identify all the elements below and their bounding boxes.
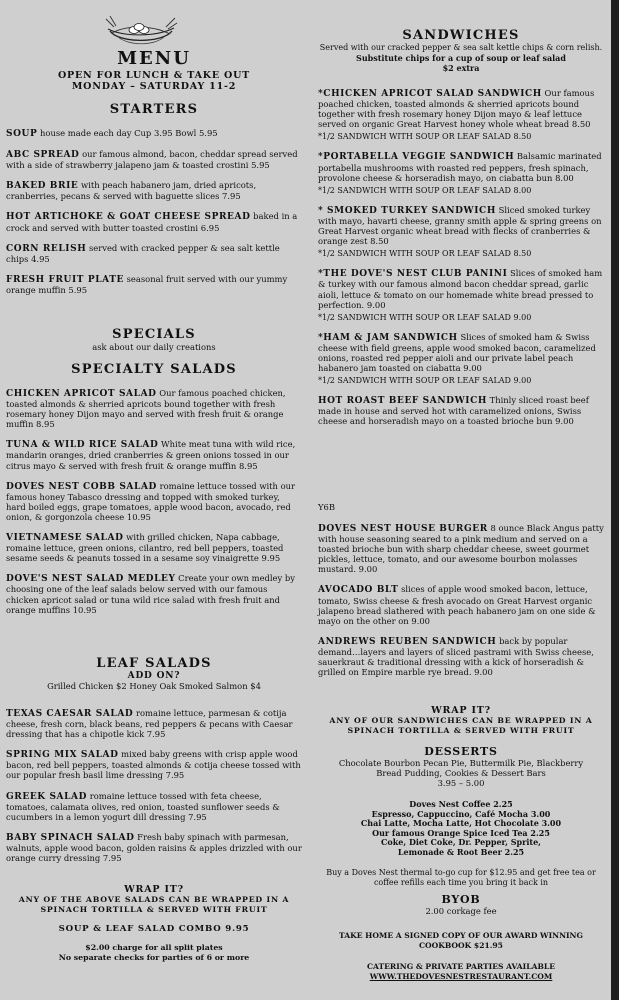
item-desc: romaine lettuce, parmesan & cotija cheese, fresh corn, black beans, red peppers & pecans with Caesar dressing that has a chipotle kick 7.95	[6, 708, 293, 740]
item-desc: 8 ounce Black Angus patty with house seasoning seared to a pink medium and served on a toasted brioche bun with sharp cheddar cheese, sweet gourmet pickles, lettuce, tomato, and our awesome bourbon molasses mustard. 9.00	[318, 523, 604, 575]
menu-item	[318, 88, 604, 129]
item-name: AVOCADO BLT	[318, 585, 399, 596]
item-name: DOVES NEST HOUSE BURGER	[318, 524, 488, 534]
menu-item	[6, 128, 302, 139]
drink-line: Doves Nest Coffee 2.25	[409, 799, 513, 809]
specialty-salads-list	[6, 388, 302, 615]
hours-line-2: MONDAY – SATURDAY 11-2	[71, 81, 237, 92]
half-sandwich-option: *1/2 SANDWICH WITH SOUP OR LEAF SALAD 8.00	[318, 185, 532, 195]
starters-list	[6, 128, 302, 295]
item-desc: back by popular demand…layers and layers of sliced pastrami with Swiss cheese, sauerkraut & traditional dressing with a kick of horseradish & grilled on Empire marble rye bread. 9.00	[318, 635, 594, 678]
menu-item	[6, 708, 302, 739]
item-name: DOVES NEST COBB SALAD	[6, 481, 157, 492]
item-desc: Create your own medley by choosing one of the leaf salads below served with our famous chicken apricot salad or tuna wild rice salad with fresh fruit and orange muffins 10.95	[6, 573, 296, 615]
drinks-list	[318, 800, 604, 858]
item-name: VIETNAMESE SALAD	[6, 533, 124, 544]
item-name: FRESH FRUIT PLATE	[6, 274, 124, 285]
item-name: *CHICKEN APRICOT SALAD SANDWICH	[318, 89, 542, 99]
desserts-line-2: Bread Pudding, Cookies & Dessert Bars	[376, 768, 546, 779]
salad-wrap-title: WRAP IT?	[124, 884, 184, 895]
menu-item	[6, 791, 302, 822]
item-desc: served with cracked pepper & sea salt kettle chips 4.95	[6, 242, 280, 264]
menu-item	[318, 205, 604, 246]
split-plate-note: $2.00 charge for all split plates	[85, 943, 223, 953]
menu-item	[6, 180, 302, 201]
half-sandwich-option: *1/2 SANDWICH WITH SOUP OR LEAF SALAD 9.00	[318, 312, 532, 322]
item-desc: romaine lettuce tossed with our famous honey Tabasco dressing and topped with smoked turkey, hard boiled eggs, grape tomatoes, apple wood bacon, avocado, red onion, & gorgonzola cheese 10.95	[6, 480, 296, 522]
combo-line: SOUP & LEAF SALAD COMBO 9.95	[58, 924, 250, 935]
menu-item	[6, 243, 302, 264]
drink-line: Chai Latte, Mocha Latte, Hot Chocolate 3.00	[360, 818, 562, 829]
addon-text: Grilled Chicken $2 Honey Oak Smoked Salmon $4	[47, 681, 261, 692]
item-name: ANDREWS REUBEN SANDWICH	[318, 636, 497, 647]
specialty-salads-heading: SPECIALTY SALADS	[71, 362, 237, 377]
item-name: HOT ROAST BEEF SANDWICH	[318, 396, 487, 407]
sandwiches-sub-2: Substitute chips for a cup of soup or leaf salad	[356, 53, 566, 64]
menu-item	[318, 268, 604, 309]
item-desc: White meat tuna with wild rice, mandarin oranges, dried cranberries & green onions tossed in our citrus mayo & served with fresh fruit & orange muffin 8.95	[6, 439, 296, 471]
item-name: *HAM & JAM SANDWICH	[318, 332, 458, 343]
menu-item	[6, 149, 302, 170]
menu-item	[6, 211, 302, 232]
leaf-salads-list	[6, 708, 302, 863]
desserts-heading: DESSERTS	[424, 745, 498, 758]
menu-item	[318, 523, 604, 574]
specials-heading: SPECIALS	[112, 327, 196, 342]
item-name: TEXAS CAESAR SALAD	[6, 709, 134, 719]
item-desc: Slices of smoked ham & Swiss cheese with field greens, apple wood smoked bacon, caramelized onions, roasted red pepper aioli and our private label peach habanero jam toasted on ciabatta 9.00	[318, 331, 596, 374]
item-desc: seasonal fruit served with our yummy orange muffin 5.95	[6, 273, 288, 295]
sandwiches-sub-3: $2 extra	[442, 63, 480, 74]
menu-title: MENU	[117, 48, 191, 69]
half-sandwich-option: *1/2 SANDWICH WITH SOUP OR LEAF SALAD 8.50	[318, 132, 532, 142]
item-name: *PORTABELLA VEGGIE SANDWICH	[318, 152, 515, 163]
desserts-line-1: Chocolate Bourbon Pecan Pie, Buttermilk Pie, Blackberry	[338, 758, 584, 768]
menu-item	[318, 584, 604, 625]
menu-item	[6, 388, 302, 429]
sandwiches-list-2	[318, 523, 604, 677]
desserts-price: 3.95 – 5.00	[437, 778, 485, 789]
item-desc: Sliced smoked turkey with mayo, havarti cheese, granny smith apple & spring greens on Great Harvest organic wheat bread with flecks of cranberries & orange zest 8.50	[318, 204, 602, 247]
leaf-salads-heading: LEAF SALADS	[96, 656, 212, 671]
starters-heading: STARTERS	[109, 102, 199, 117]
item-desc: mixed baby greens with crisp apple wood bacon, red bell peppers, toasted almonds & cotija cheese tossed with our popular fresh basil lime dressing 7.95	[6, 749, 301, 781]
cookbook-offer: TAKE HOME A SIGNED COPY OF OUR AWARD WINNING COOKBOOK $21.95	[338, 931, 583, 950]
byob-text: 2.00 corkage fee	[425, 906, 497, 916]
item-name: SPRING MIX SALAD	[6, 750, 119, 761]
item-name: GREEK SALAD	[6, 791, 88, 802]
catering-note: CATERING & PRIVATE PARTIES AVAILABLE	[366, 962, 556, 971]
item-desc: Our famous poached chicken, toasted almonds & sherried apricots bound together with fresh rosemary honey Dijon mayo and served with fresh fruit & orange muffin 8.95	[6, 388, 286, 430]
specials-sub: ask about our daily creations	[92, 342, 216, 352]
item-desc: Slices of smoked ham & turkey with our famous almond bacon cheddar spread, garlic aioli, lettuce & tomato on our homemade white bread pressed to perfection. 9.00	[318, 268, 603, 310]
item-desc: slices of apple wood smoked bacon, lettuce, tomato, Swiss cheese & fresh avocado on Great Harvest organic jalapeno bread slathered with peach habanero jam on one side & mayo on the other on 9.00	[318, 584, 596, 626]
item-desc: Thinly sliced roast beef made in house and served hot with caramelized onions, Swiss cheese and horseradish mayo on a toasted brioche bun 9.00	[318, 395, 589, 427]
sandwich-wrap-title: WRAP IT?	[431, 705, 491, 716]
item-name: DOVE'S NEST SALAD MEDLEY	[6, 574, 176, 585]
item-desc: with peach habanero jam, dried apricots, cranberries, pecans & served with baguette slices 7.95	[6, 180, 257, 202]
sandwiches-sub-1: Served with our cracked pepper & sea salt kettle chips & corn relish.	[319, 43, 603, 52]
item-desc: house made each day Cup 3.95 Bowl 5.95	[37, 128, 218, 138]
hours-line-1: OPEN FOR LUNCH & TAKE OUT	[57, 70, 251, 81]
drink-line: Espresso, Cappuccino, Café Mocha 3.00	[371, 808, 551, 819]
menu-item	[318, 151, 604, 182]
menu-item	[6, 481, 302, 522]
item-name: HOT ARTICHOKE & GOAT CHEESE SPREAD	[6, 212, 251, 223]
sandwich-wrap-text: ANY OF OUR SANDWICHES CAN BE WRAPPED IN A SPINACH TORTILLA & SERVED WITH FRUIT	[329, 716, 593, 735]
menu-item	[318, 636, 604, 677]
item-code: Y6B	[318, 502, 336, 512]
menu-item	[6, 532, 302, 563]
item-desc: romaine lettuce tossed with feta cheese, tomatoes, calamata olives, red onion, toasted sunflower seeds & cucumbers in a lemon yogurt dill dressing 7.95	[6, 790, 280, 822]
item-desc: baked in a crock and served with butter toasted crostini 6.95	[6, 211, 298, 233]
item-desc: our famous almond, bacon, cheddar spread served with a side of strawberry jalapeno jam & toasted crostini 5.95	[6, 149, 298, 171]
item-name: ABC SPREAD	[6, 150, 80, 161]
menu-item	[318, 332, 604, 373]
byob-title: BYOB	[441, 893, 481, 906]
half-sandwich-option: *1/2 SANDWICH WITH SOUP OR LEAF SALAD 9.00	[318, 376, 532, 386]
sandwiches-list	[318, 88, 604, 427]
drink-line: Our famous Orange Spice Iced Tea 2.25	[372, 827, 550, 838]
separate-checks-note: No separate checks for parties of 6 or more	[58, 953, 250, 963]
menu-item	[6, 573, 302, 614]
item-name: BAKED BRIE	[6, 181, 79, 192]
menu-item	[6, 749, 302, 780]
sandwiches-heading: SANDWICHES	[402, 28, 520, 43]
dove-nest-logo-icon	[104, 13, 178, 49]
menu-item	[6, 274, 302, 295]
thermal-cup-offer: Buy a Doves Nest thermal to-go cup for $12.95 and get free tea or coffee refills each time you bring it back in	[326, 868, 596, 888]
item-name: TUNA & WILD RICE SALAD	[6, 440, 159, 451]
item-desc: with grilled chicken, Napa cabbage, romaine lettuce, green onions, cilantro, red bell peppers, toasted sesame seeds & peanuts tossed in a sesame soy vinaigrette 9.95	[6, 532, 284, 564]
item-desc: Balsamic marinated portabella mushrooms with roasted red peppers, fresh spinach, provolone cheese & horseradish mayo, on ciabatta bun 8.00	[318, 151, 602, 183]
salad-wrap-text: ANY OF THE ABOVE SALADS CAN BE WRAPPED IN A SPINACH TORTILLA & SERVED WITH FRUIT	[18, 895, 290, 914]
menu-item	[6, 439, 302, 470]
addon-title: ADD ON?	[127, 671, 181, 681]
item-name: BABY SPINACH SALAD	[6, 832, 135, 843]
item-name: CORN RELISH	[6, 243, 87, 254]
menu-item	[318, 395, 604, 426]
item-desc: Fresh baby spinach with parmesan, walnuts, apple wood bacon, golden raisins & apples drizzled with our orange curry dressing 7.95	[6, 831, 302, 864]
website-link[interactable]: WWW.THEDOVESNESTRESTAURANT.COM	[369, 972, 553, 982]
item-desc: Our famous poached chicken, toasted almonds & sherried apricots bound together with fresh rosemary honey Dijon mayo & leaf lettuce served on organic Great Harvest honey whole wheat bread 8.50	[318, 88, 595, 130]
item-name: CHICKEN APRICOT SALAD	[6, 389, 157, 399]
drink-line: Lemonade & Root Beer 2.25	[397, 846, 525, 857]
item-name: * SMOKED TURKEY SANDWICH	[318, 205, 496, 216]
item-name: SOUP	[6, 129, 38, 139]
menu-item	[6, 832, 302, 863]
drink-line: Coke, Diet Coke, Dr. Pepper, Sprite,	[381, 837, 541, 848]
half-sandwich-option: *1/2 SANDWICH WITH SOUP OR LEAF SALAD 8.50	[318, 249, 532, 259]
item-name: *THE DOVE'S NEST CLUB PANINI	[318, 269, 508, 280]
